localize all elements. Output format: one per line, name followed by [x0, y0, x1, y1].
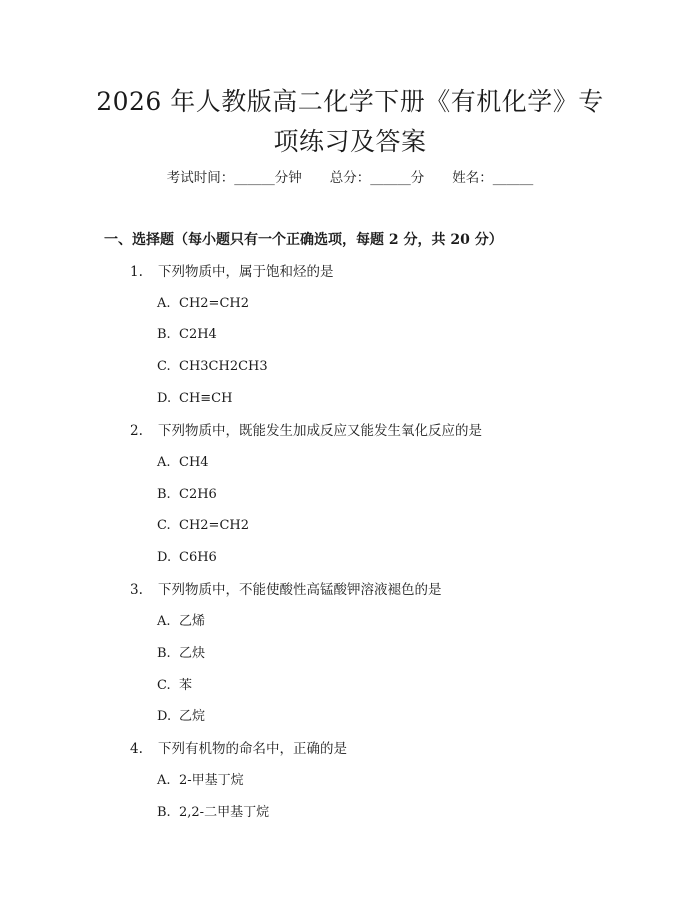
option-1b — [157, 325, 217, 345]
option-4b — [157, 803, 269, 823]
option-text: CH2=CH2 — [179, 296, 250, 311]
option-label: B. — [157, 487, 171, 502]
option-text: 苯 — [179, 678, 193, 693]
page-title-line-1: 2026 年人教版高二化学下册《有机化学》专 — [96, 87, 604, 116]
option-label: D. — [157, 391, 172, 406]
option-text: 乙烯 — [179, 614, 206, 629]
option-label: B. — [157, 327, 171, 342]
option-text: 乙炔 — [179, 646, 206, 661]
exam-info-row — [0, 168, 700, 188]
option-label: D. — [157, 709, 172, 724]
question-1 — [130, 262, 334, 282]
question-number: 4. — [130, 741, 143, 757]
question-text: 下列物质中，属于饱和烃的是 — [158, 264, 334, 280]
option-label: A. — [157, 455, 171, 470]
option-3b — [157, 644, 205, 664]
page-title-line-2: 项练习及答案 — [273, 127, 427, 156]
option-label: B. — [157, 805, 171, 820]
question-number: 3. — [130, 582, 143, 598]
question-3 — [130, 580, 442, 600]
question-text: 下列物质中，不能使酸性高锰酸钾溶液褪色的是 — [158, 582, 442, 598]
option-text: C2H4 — [179, 327, 217, 342]
option-text: CH3CH2CH3 — [179, 359, 268, 374]
section-heading-multiple-choice: 一、选择题（每小题只有一个正确选项，每题 2 分，共 20 分） — [104, 232, 503, 248]
option-label: C. — [157, 359, 171, 374]
question-2 — [130, 421, 482, 441]
option-label: A. — [157, 773, 171, 788]
option-label: C. — [157, 518, 171, 533]
option-text: 2-甲基丁烷 — [179, 773, 244, 788]
option-text: CH≡CH — [179, 391, 233, 406]
option-label: B. — [157, 646, 171, 661]
question-text: 下列有机物的命名中，正确的是 — [158, 741, 347, 757]
question-number: 2. — [130, 423, 143, 439]
option-3c — [157, 676, 192, 696]
option-4a — [157, 771, 244, 791]
option-1a — [157, 294, 249, 314]
option-2d — [157, 548, 217, 568]
question-number: 1. — [130, 264, 143, 280]
total-score-field: 总分：______分 — [329, 170, 425, 186]
option-text: CH4 — [179, 455, 209, 470]
student-name-field: 姓名：______ — [452, 170, 534, 186]
option-2b — [157, 485, 217, 505]
option-label: C. — [157, 678, 171, 693]
option-text: 乙烷 — [179, 709, 206, 724]
option-1c — [157, 357, 268, 377]
option-label: A. — [157, 296, 171, 311]
option-3d — [157, 707, 205, 727]
exam-time-field: 考试时间：______分钟 — [166, 170, 302, 186]
option-text: C6H6 — [179, 550, 217, 565]
option-text: 2,2-二甲基丁烷 — [179, 805, 270, 820]
option-2a — [157, 453, 209, 473]
option-1d — [157, 389, 232, 409]
question-4 — [130, 739, 347, 759]
option-text: C2H6 — [179, 487, 217, 502]
option-3a — [157, 612, 205, 632]
option-label: D. — [157, 550, 172, 565]
option-label: A. — [157, 614, 171, 629]
option-text: CH2=CH2 — [179, 518, 250, 533]
question-text: 下列物质中，既能发生加成反应又能发生氧化反应的是 — [158, 423, 482, 439]
option-2c — [157, 516, 249, 536]
